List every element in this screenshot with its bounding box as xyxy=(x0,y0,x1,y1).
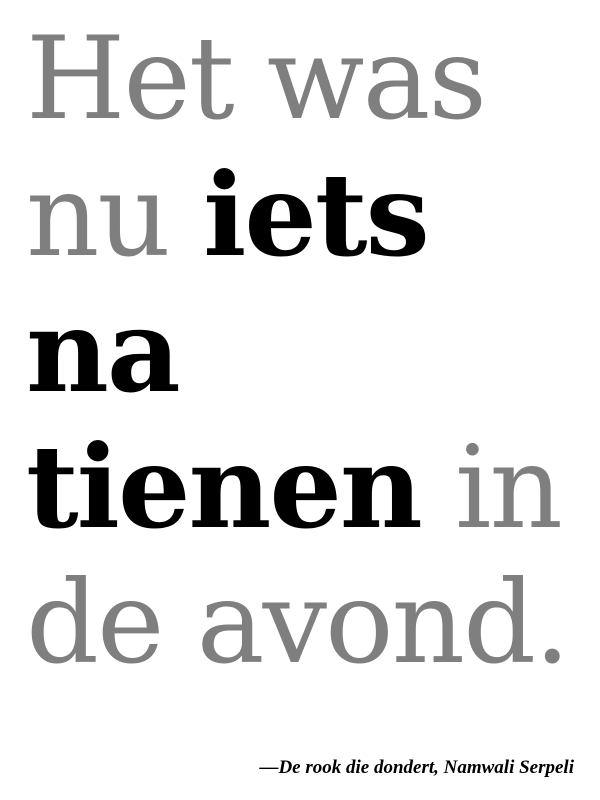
quote-fragment: nu xyxy=(26,149,204,282)
quote-line-2 xyxy=(26,148,428,282)
quote-attribution: —De rook die dondert, Namwali Serpeli xyxy=(259,757,574,778)
quote-line-1 xyxy=(26,12,485,145)
quote-fragment: Het was xyxy=(26,12,485,145)
quote-emphasis: iets xyxy=(203,148,428,282)
quote-emphasis: tienen xyxy=(26,420,421,554)
quote-emphasis: na xyxy=(26,284,179,418)
quote-line-3 xyxy=(26,284,179,418)
quote-fragment: de avond. xyxy=(26,556,569,689)
quote-line-5 xyxy=(26,556,569,689)
quote-line-4 xyxy=(26,420,561,554)
quote-fragment: in xyxy=(420,421,561,554)
